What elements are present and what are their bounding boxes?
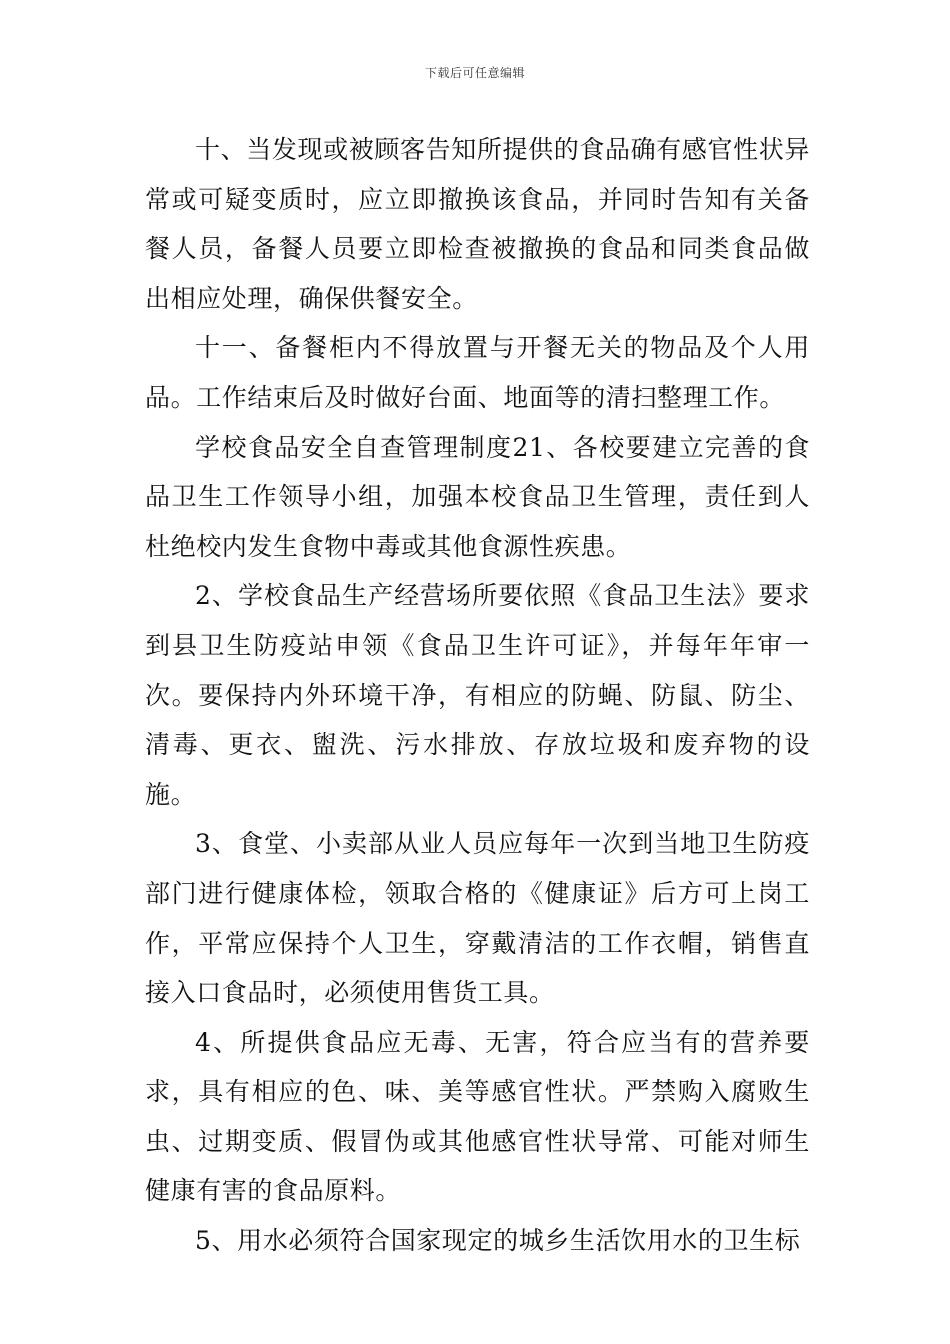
document-body bbox=[145, 125, 810, 1266]
paragraph-school-food-safety-1: 学校食品安全自查管理制度21、各校要建立完善的食品卫生工作领导小组，加强本校食品卫生管理，责任到人杜绝校内发生食物中毒或其他食源性疾患。 bbox=[145, 432, 810, 561]
page-header-note: 下载后可任意编辑 bbox=[424, 66, 525, 80]
paragraph-item-10: 十、当发现或被顾客告知所提供的食品确有感官性状异常或可疑变质时，应立即撤换该食品，并同时告知有关备餐人员，备餐人员要立即检查被撤换的食品和同类食品做出相应处理，确保供餐安全。 bbox=[145, 135, 810, 313]
paragraph-school-food-safety-2: 2、学校食品生产经营场所要依照《食品卫生法》要求到县卫生防疫站申领《食品卫生许可证》，并每年年审一次。要保持内外环境干净，有相应的防蝇、防鼠、防尘、清毒、更衣、盥洗、污水排放、存放垃圾和废弃物的设施。 bbox=[145, 581, 810, 809]
paragraph-school-food-safety-4: 4、所提供食品应无毒、无害，符合应当有的营养要求，具有相应的色、味、美等感官性状。严禁购入腐败生虫、过期变质、假冒伪或其他感官性状导常、可能对师生健康有害的食品原料。 bbox=[145, 1027, 810, 1206]
paragraph-school-food-safety-5: 5、用水必须符合国家现定的城乡生活饮用水的卫生标 bbox=[195, 1226, 801, 1256]
paragraph-item-11: 十一、备餐柜内不得放置与开餐无关的物品及个人用品。工作结束后及时做好台面、地面等的清扫整理工作。 bbox=[145, 333, 810, 412]
paragraph-school-food-safety-3: 3、食堂、小卖部从业人员应每年一次到当地卫生防疫部门进行健康体检，领取合格的《健康证》后方可上岗工作，平常应保持个人卫生，穿戴清洁的工作衣帽，销售直接入口食品时，必须使用售货工具。 bbox=[145, 829, 810, 1008]
